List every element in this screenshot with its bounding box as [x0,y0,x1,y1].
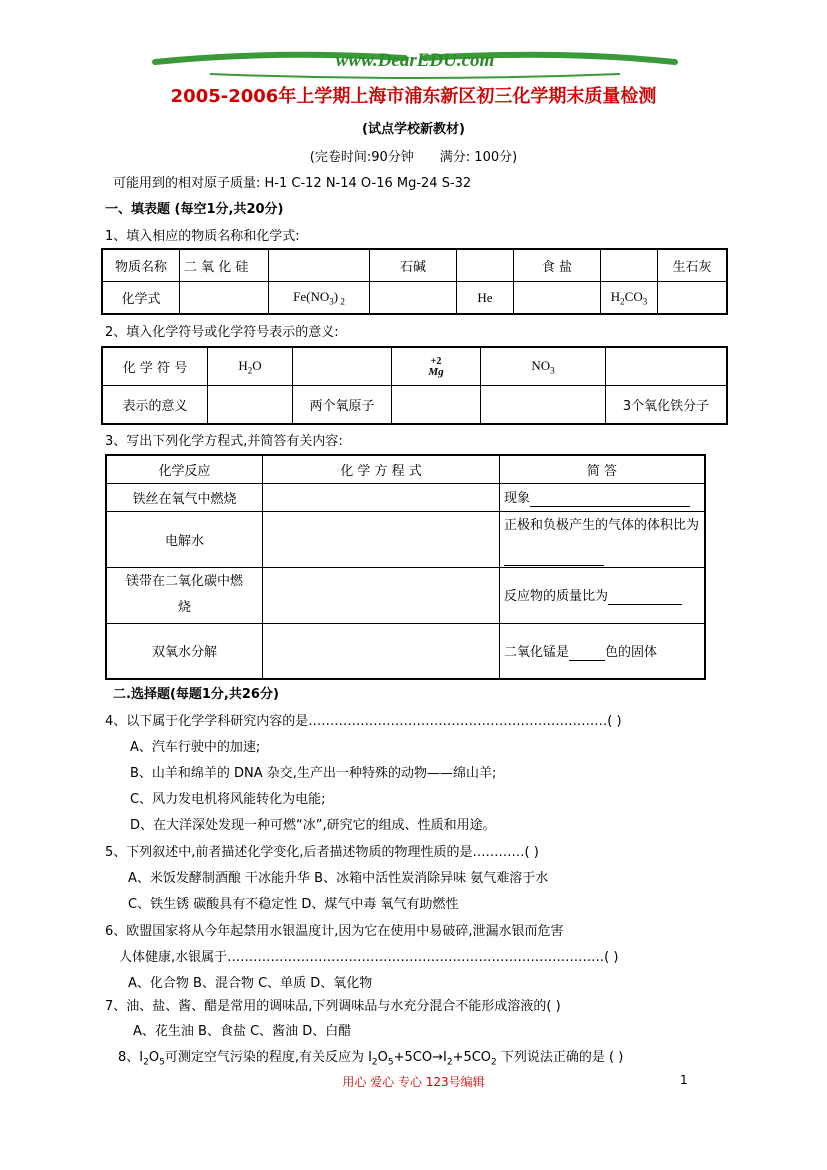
question-6-cont: 人体健康,水银属于……………………………………………………………………………( ) [119,950,619,965]
cell: 化 学 符 号 [102,347,208,386]
page-footer: 用心 爱心 专心 123号编辑 [342,1075,485,1089]
cell: 电解水 [106,511,263,567]
cell: 铁丝在氧气中燃烧 [106,483,263,511]
cell[interactable] [658,282,728,315]
cell: He [457,282,514,315]
cell: 生石灰 [658,249,728,282]
cell: 双氧水分解 [106,623,263,679]
page-subtitle: (试点学校新教材) [362,122,465,137]
cell[interactable] [208,386,293,425]
question-7: 7、油、盐、酱、醋是常用的调味品,下列调味品与水充分混合不能形成溶液的( ) [105,999,561,1014]
cell[interactable] [293,347,392,386]
page-number: 1 [680,1073,688,1087]
q4-option-a[interactable]: A、汽车行驶中的加速; [130,740,261,755]
question-4: 4、以下属于化学学科研究内容的是……………………………………………………………( ) [105,714,622,729]
answer-blank[interactable] [504,539,604,566]
section1-heading: 一、填表题 (每空1分,共20分) [105,202,284,217]
cell: 化学式 [102,282,180,315]
question-6: 6、欧盟国家将从今年起禁用水银温度计,因为它在使用中易破碎,泄漏水银而危害 [105,924,564,939]
question-5: 5、下列叙述中,前者描述化学变化,后者描述物质的物理性质的是…………( ) [105,845,539,860]
q5-options-ab[interactable]: A、米饭发酵制酒酿 干冰能升华 B、冰箱中活性炭消除异味 氨气难溶于水 [128,871,549,886]
cell[interactable] [263,483,500,511]
cell: $NO_3$ [481,347,606,386]
question-8: 8、$I_2O_5$可测定空气污染的程度,有关反应为 $I_2O_5+5CO\to I_2+5CO_2$ 下列说法正确的是 ( ) [118,1050,624,1068]
site-url: www.DearEDU.com [335,50,495,71]
cell: 物质名称 [102,249,180,282]
cell[interactable] [606,347,728,386]
q5-options-cd[interactable]: C、铁生锈 碳酸具有不稳定性 D、煤气中毒 氧气有助燃性 [128,897,459,912]
cell[interactable] [370,282,457,315]
q4-option-d[interactable]: D、在大洋深处发现一种可燃“冰”,研究它的组成、性质和用途。 [130,818,496,833]
answer-blank[interactable] [608,589,682,605]
question-3: 3、写出下列化学方程式,并简答有关内容: [105,434,343,449]
cell[interactable] [263,623,500,679]
answer-blank[interactable] [530,491,690,507]
symbol-table [101,346,728,425]
cell[interactable] [481,386,606,425]
cell: 现象 [500,483,706,511]
q4-option-b[interactable]: B、山羊和绵羊的 DNA 杂交,生产出一种特殊的动物——绵山羊; [130,766,497,781]
time-score: (完卷时间:90分钟 满分: 100分) [309,150,518,165]
cell: 石碱 [370,249,457,282]
site-banner [150,48,680,82]
question-1: 1、填入相应的物质名称和化学式: [105,229,300,244]
atomic-masses: 可能用到的相对原子质量: H-1 C-12 N-14 O-16 Mg-24 S-32 [113,176,472,191]
cell: 3个氧化铁分子 [606,386,728,425]
cell: 二 氧 化 硅 [180,249,269,282]
cell[interactable] [392,386,481,425]
cell[interactable] [263,511,500,567]
cell[interactable] [180,282,269,315]
header-cell: 简 答 [500,455,706,483]
cell: $H_2CO_3$ [601,282,658,315]
cell: 两个氧原子 [293,386,392,425]
header-cell: 化 学 方 程 式 [263,455,500,483]
cell[interactable] [269,249,370,282]
cell[interactable] [263,567,500,623]
page-title: 2005-2006年上学期上海市浦东新区初三化学期末质量检测 [170,86,657,107]
cell: 反应物的质量比为 [500,567,706,623]
header-cell: 化学反应 [106,455,263,483]
substance-table [101,248,728,315]
cell: $H_2O$ [208,347,293,386]
cell: 食 盐 [514,249,601,282]
cell: +2 Mg [392,347,481,386]
q4-option-c[interactable]: C、风力发电机将风能转化为电能; [130,792,326,807]
equation-table [105,454,706,680]
cell[interactable] [457,249,514,282]
cell: 镁带在二氧化碳中燃烧 [106,567,263,623]
cell[interactable] [601,249,658,282]
q7-options[interactable]: A、花生油 B、食盐 C、酱油 D、白醋 [133,1024,352,1039]
cell: $Fe(NO_3)$ $_2$ [269,282,370,315]
section2-heading: 二.选择题(每题1分,共26分) [113,687,279,702]
cell: 表示的意义 [102,386,208,425]
cell[interactable] [514,282,601,315]
cell: 正极和负极产生的气体的体积比为 [500,511,706,567]
q6-options[interactable]: A、化合物 B、混合物 C、单质 D、氧化物 [128,976,373,991]
question-2: 2、填入化学符号或化学符号表示的意义: [105,325,339,340]
answer-blank[interactable] [569,645,605,661]
cell: 二氧化锰是 色的固体 [500,623,706,679]
